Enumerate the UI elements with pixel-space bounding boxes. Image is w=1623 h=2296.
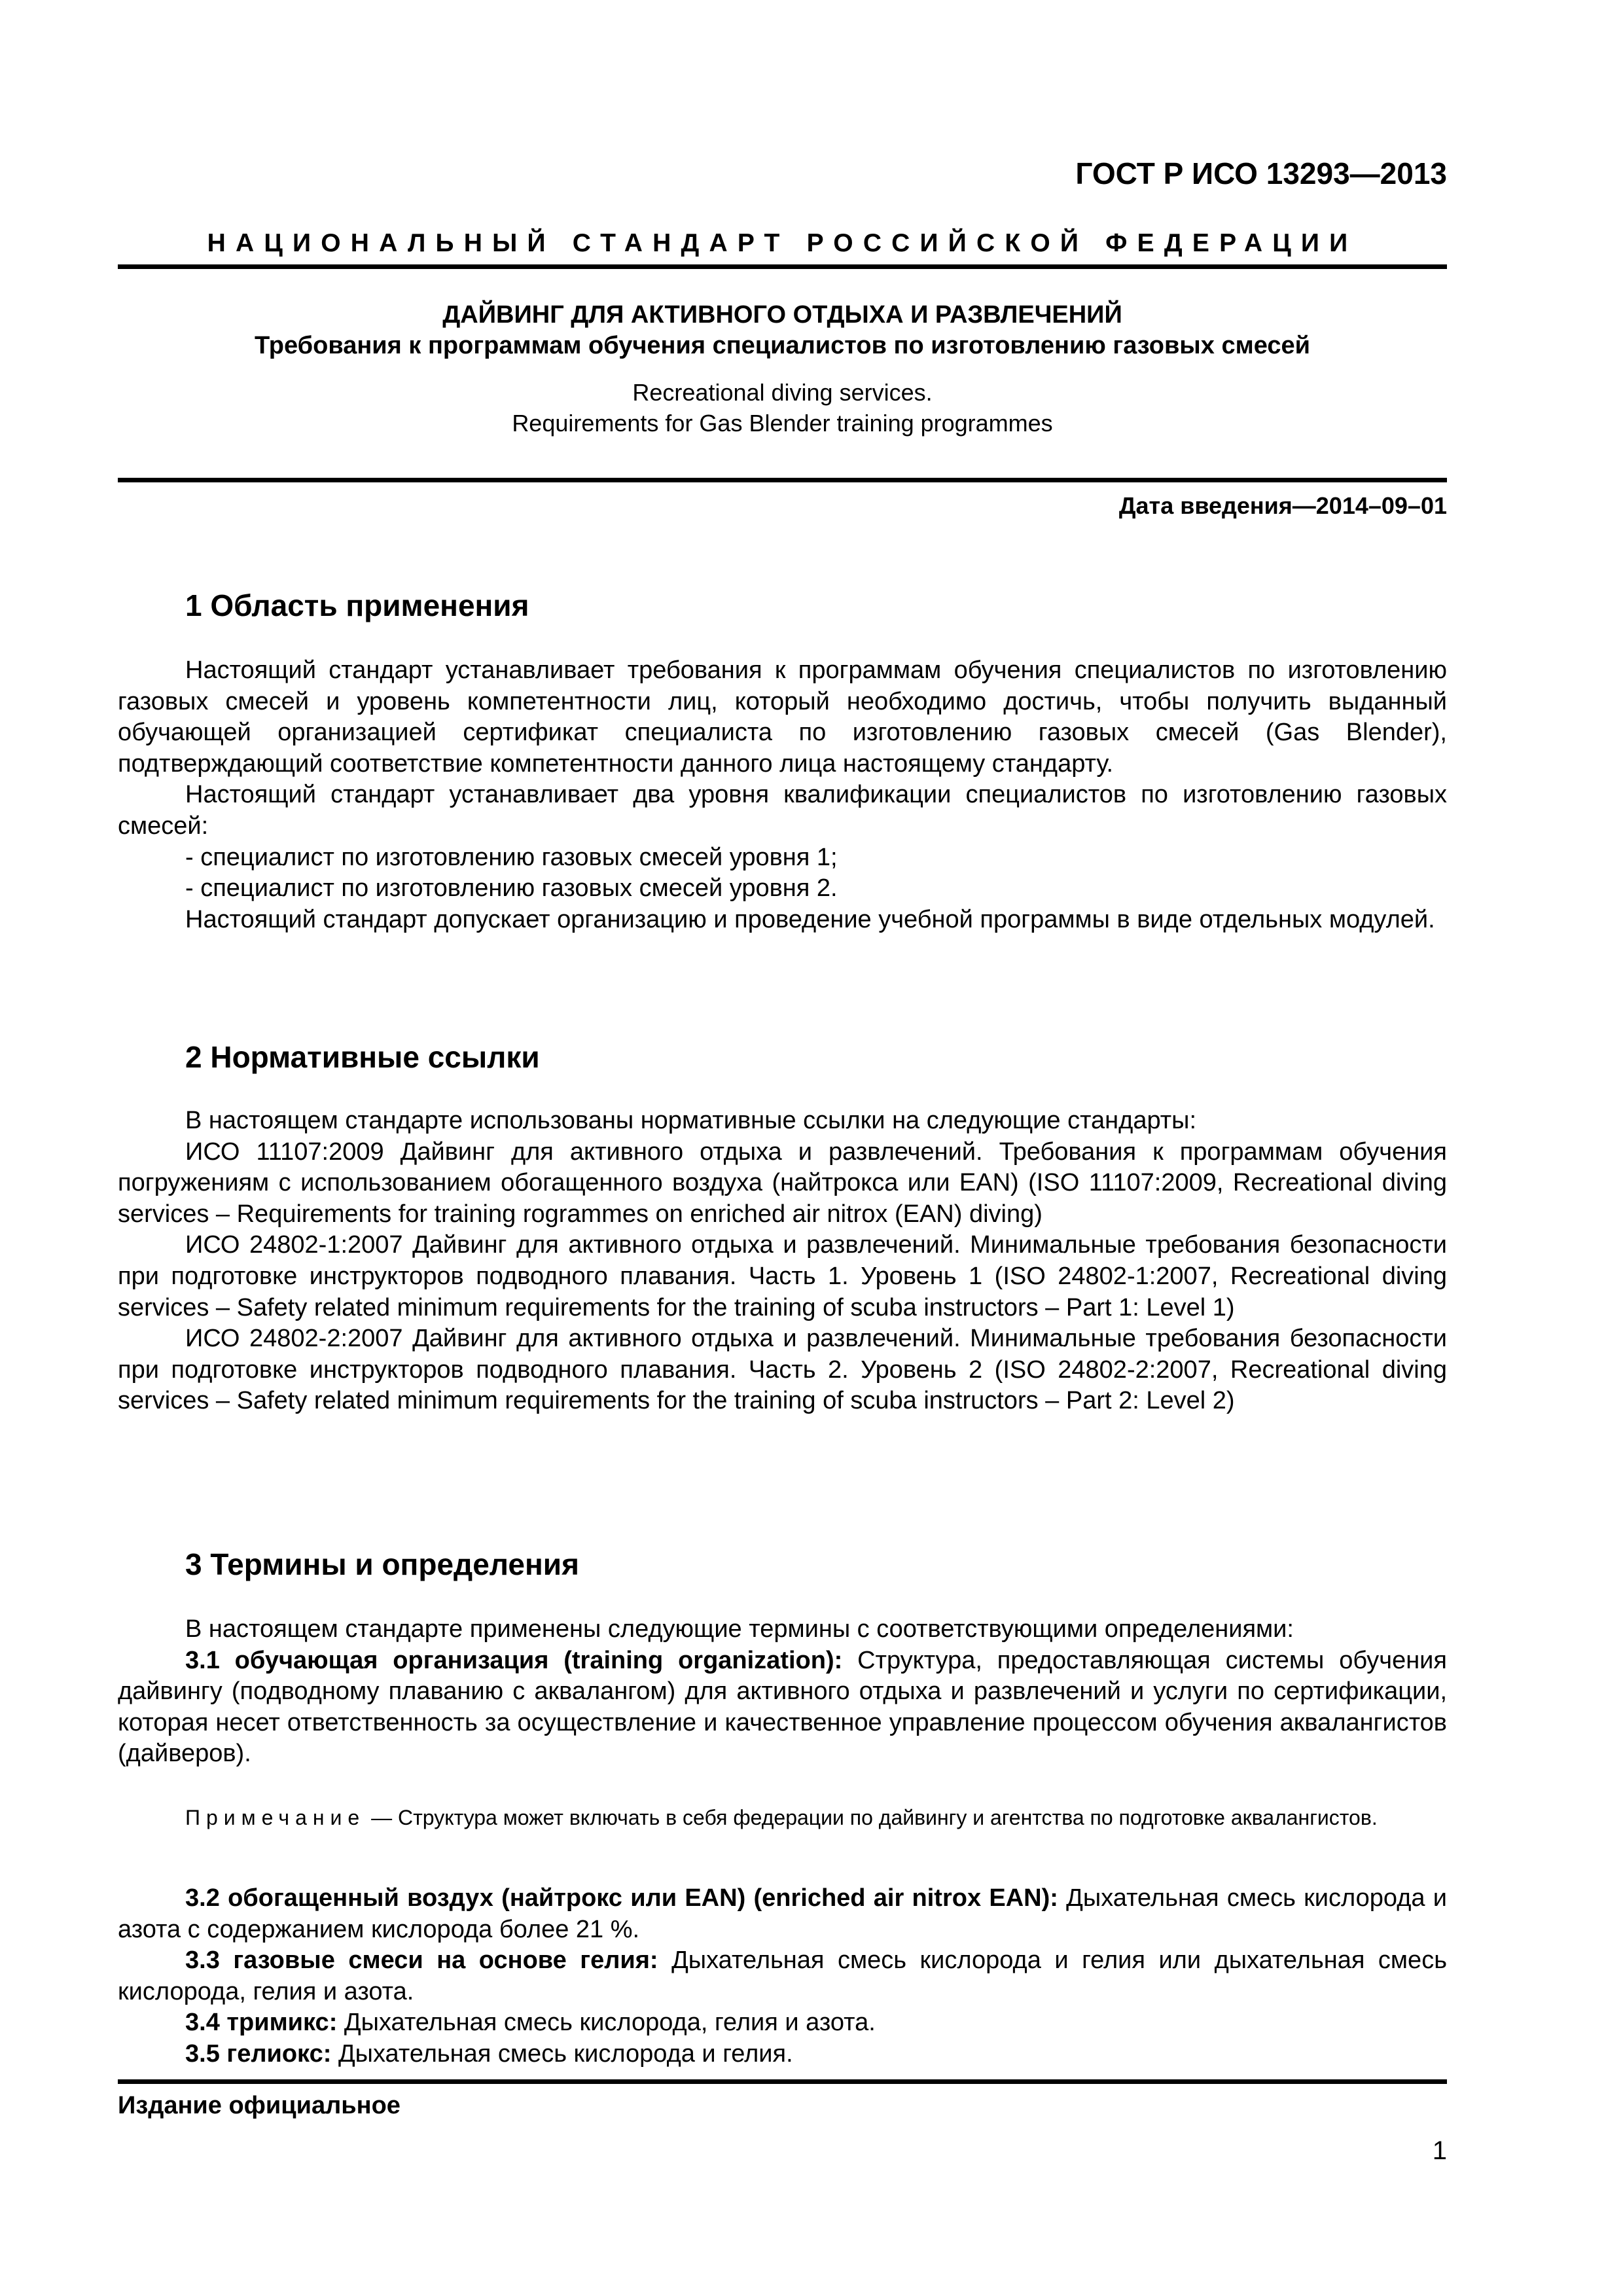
term-label: 3.3 газовые смеси на основе гелия: <box>185 1946 658 1975</box>
gost-number: ГОСТ Р ИСО 13293—2013 <box>1075 156 1447 190</box>
section-2-body <box>118 1105 1447 1417</box>
section-1-paragraph: Настоящий стандарт допускает организацию и проведение учебной программы в виде отдельных модулей. <box>185 905 1435 933</box>
section-1-list-item: - специалист по изготовлению газовых смесей уровня 2. <box>185 874 838 903</box>
note-text: — Структура может включать в себя федерации по дайвингу и агентства по подготовке аквалангистов. <box>371 1806 1378 1829</box>
term-definition: Дыхательная смесь кислорода, гелия и азота. <box>344 2009 876 2037</box>
section-3-body-part2 <box>118 1883 1447 2070</box>
term-definition: Дыхательная смесь кислорода и азота с содержанием кислорода более 21 %. <box>118 1884 1447 1943</box>
title-block <box>118 300 1447 439</box>
page-number: 1 <box>1432 2136 1447 2165</box>
term-label: 3.2 обогащенный воздух (найтрокс или EAN) (enriched air nitrox EAN): <box>185 1884 1058 1912</box>
introduction-date: Дата введения—2014–09–01 <box>1118 492 1447 519</box>
note <box>118 1803 1447 1832</box>
term-3-2 <box>118 1883 1447 1945</box>
term-label: 3.1 обучающая организация (training organization): <box>185 1646 843 1674</box>
note-label: Примечание <box>185 1806 366 1829</box>
title-en-line2: Requirements for Gas Blender training programmes <box>512 410 1053 437</box>
term-label: 3.5 гелиокс: <box>185 2039 332 2068</box>
term-3-1 <box>118 1645 1447 1770</box>
national-standard-heading: НАЦИОНАЛЬНЫЙ СТАНДАРТ РОССИЙСКОЙ ФЕДЕРАЦИИ <box>207 229 1358 257</box>
footer-rule <box>118 2079 1447 2084</box>
section-3-body-part1 <box>118 1614 1447 1770</box>
top-rule <box>118 264 1447 269</box>
document-page <box>118 0 1447 2296</box>
section-1-paragraph: Настоящий стандарт устанавливает два уровня квалификации специалистов по изготовлению газовых смесей: <box>118 781 1447 840</box>
title-ru-line2: Требования к программам обучения специалистов по изготовлению газовых смесей <box>255 332 1310 359</box>
normative-reference: ИСО 11107:2009 Дайвинг для активного отдыха и развлечений. Требования к программам обучения погружениям с использованием обогащенного воздуха (найтрокса или EAN) (ISO 11107:2009, Recreational diving services – Requirements for training rogrammes on enriched air nitrox (EAN) diving) <box>118 1138 1447 1228</box>
term-label: 3.4 тримикс: <box>185 2009 338 2037</box>
official-edition-label: Издание официальное <box>118 2092 401 2119</box>
term-3-3 <box>118 1945 1447 2007</box>
term-3-5 <box>118 2039 1447 2070</box>
term-definition: Структура, предоставляющая системы обучения дайвингу (подводному плаванию с аквалангом) для активного отдыха и развлечений и услуги по сертификации, которая несет ответственность за осуществление и качественное управление процессом обучения аквалангистов (дайверов). <box>118 1646 1447 1768</box>
section-1-paragraph: Настоящий стандарт устанавливает требования к программам обучения специалистов по изготовлению газовых смесей и уровень компетентности лиц, который необходимо достичь, чтобы получить выданный обучающей организацией сертификат специалиста по изготовлению газовых смесей (Gas Blender), подтверждающий соответствие компетентности данного лица настоящему стандарту. <box>118 656 1447 778</box>
section-2-title: 2 Нормативные ссылки <box>185 1040 540 1074</box>
normative-reference: ИСО 24802-2:2007 Дайвинг для активного отдыха и развлечений. Минимальные требования безопасности при подготовке инструкторов подводного плавания. Часть 2. Уровень 2 (ISO 24802-2:2007, Recreational diving services – Safety related minimum requirements for the training of scuba instructors – Part 2: Level 2) <box>118 1325 1447 1415</box>
section-1-title: 1 Область применения <box>185 588 529 622</box>
section-3-title: 3 Термины и определения <box>185 1547 579 1581</box>
section-1-body <box>118 655 1447 935</box>
section-2-intro: В настоящем стандарте использованы нормативные ссылки на следующие стандарты: <box>185 1107 1197 1134</box>
section-3-intro: В настоящем стандарте применены следующие термины с соответствующими определениями: <box>185 1615 1294 1643</box>
term-3-4 <box>118 2007 1447 2039</box>
term-definition: Дыхательная смесь кислорода и гелия или дыхательная смесь кислорода, гелия и азота. <box>118 1946 1447 2005</box>
term-definition: Дыхательная смесь кислорода и гелия. <box>338 2039 793 2068</box>
normative-reference: ИСО 24802-1:2007 Дайвинг для активного отдыха и развлечений. Минимальные требования безопасности при подготовке инструкторов подводного плавания. Часть 1. Уровень 1 (ISO 24802-1:2007, Recreational diving services – Safety related minimum requirements for the training of scuba instructors – Part 1: Level 1) <box>118 1231 1447 1321</box>
title-rule <box>118 478 1447 482</box>
section-1-list-item: - специалист по изготовлению газовых смесей уровня 1; <box>185 843 838 871</box>
title-ru-line1: ДАЙВИНГ ДЛЯ АКТИВНОГО ОТДЫХА И РАЗВЛЕЧЕНИЙ <box>442 301 1122 329</box>
title-en-line1: Recreational diving services. <box>632 379 933 406</box>
